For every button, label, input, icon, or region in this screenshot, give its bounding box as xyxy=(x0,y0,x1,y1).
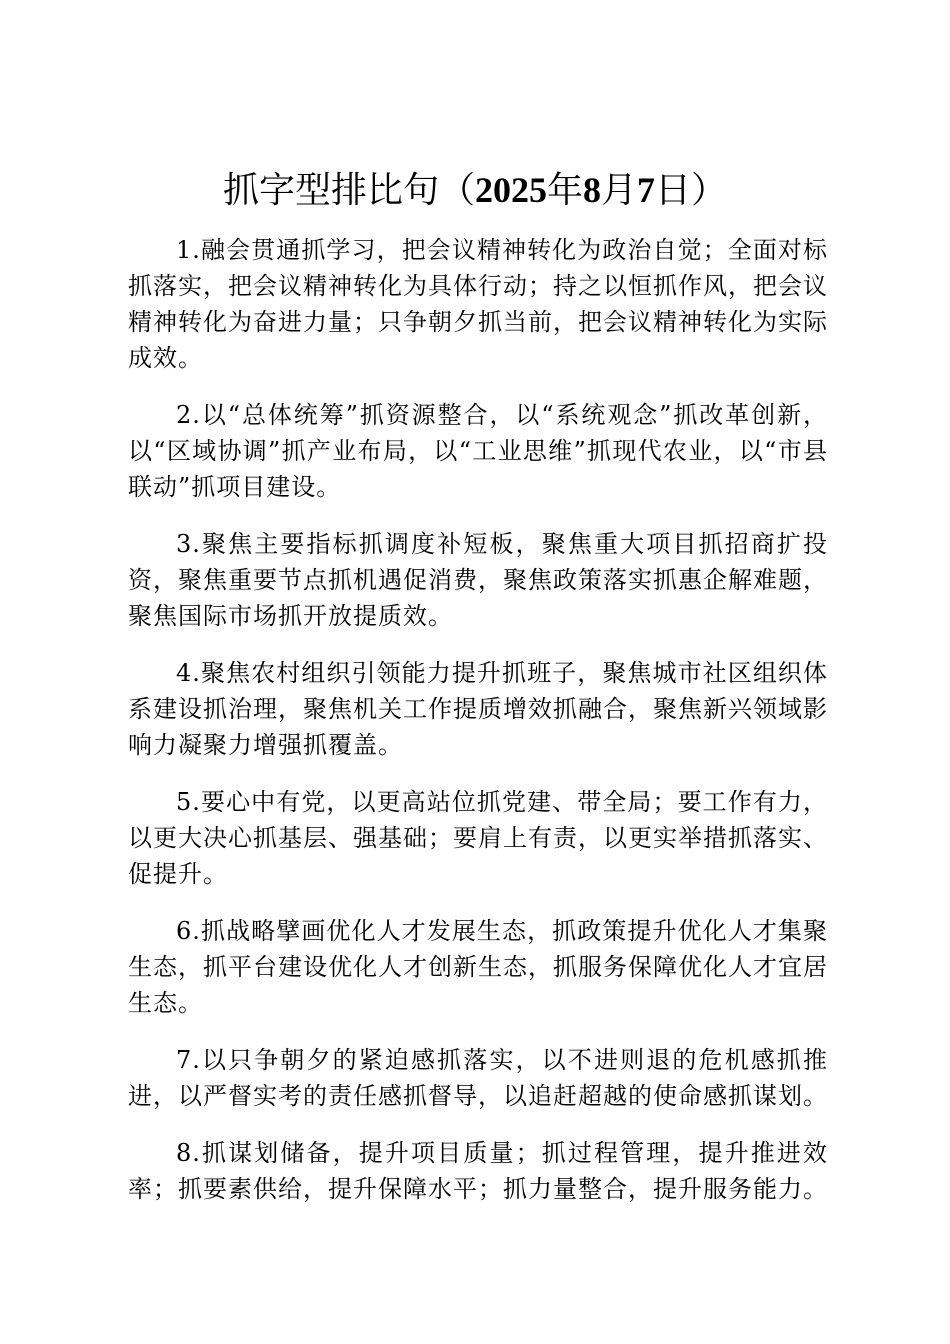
title-day-unit: 日） xyxy=(655,170,728,211)
title-month-unit: 月 xyxy=(601,170,638,211)
paragraph-1: 1.融会贯通抓学习，把会议精神转化为政治自觉；全面对标抓落实，把会议精神转化为具体行动；持之以恒抓作风，把会议精神转化为奋进力量；只争朝夕抓当前，把会议精神转化为实际成效。 xyxy=(128,236,828,372)
paragraph-3: 3.聚焦主要指标抓调度补短板，聚焦重大项目抓招商扩投资，聚焦重要节点抓机遇促消费，聚焦政策落实抓惠企解难题，聚焦国际市场抓开放提质效。 xyxy=(128,530,828,630)
paragraph-4: 4.聚焦农村组织引领能力提升抓班子，聚焦城市社区组织体系建设抓治理，聚焦机关工作提质增效抓融合，聚焦新兴领域影响力凝聚力增强抓覆盖。 xyxy=(128,659,828,759)
paragraph-2: 2.以“总体统筹”抓资源整合，以“系统观念”抓改革创新，以“区域协调”抓产业布局，以“工业思维”抓现代农业，以“市县联动”抓项目建设。 xyxy=(128,401,828,501)
paragraph-6: 6.抓战略擘画优化人才发展生态，抓政策提升优化人才集聚生态，抓平台建设优化人才创新生态，抓服务保障优化人才宜居生态。 xyxy=(128,917,828,1017)
title-prefix: 抓字型排比句（ xyxy=(222,170,475,211)
title-year: 2025 xyxy=(474,170,547,210)
title-year-unit: 年 xyxy=(546,170,583,211)
paragraph-8: 8.抓谋划储备，提升项目质量；抓过程管理，提升推进效率；抓要素供给，提升保障水平；抓力量整合，提升服务能力。 xyxy=(128,1139,828,1203)
paragraph-5: 5.要心中有党，以更高站位抓党建、带全局；要工作有力，以更大决心抓基层、强基础；要肩上有责，以更实举措抓落实、促提升。 xyxy=(128,788,828,888)
document-body xyxy=(128,232,828,1228)
title-month: 8 xyxy=(583,170,601,210)
title-day: 7 xyxy=(637,170,656,210)
paragraph-7: 7.以只争朝夕的紧迫感抓落实，以不进则退的危机感抓推进，以严督实考的责任感抓督导，以追赶超越的使命感抓谋划。 xyxy=(128,1046,828,1110)
document-title xyxy=(0,166,950,215)
